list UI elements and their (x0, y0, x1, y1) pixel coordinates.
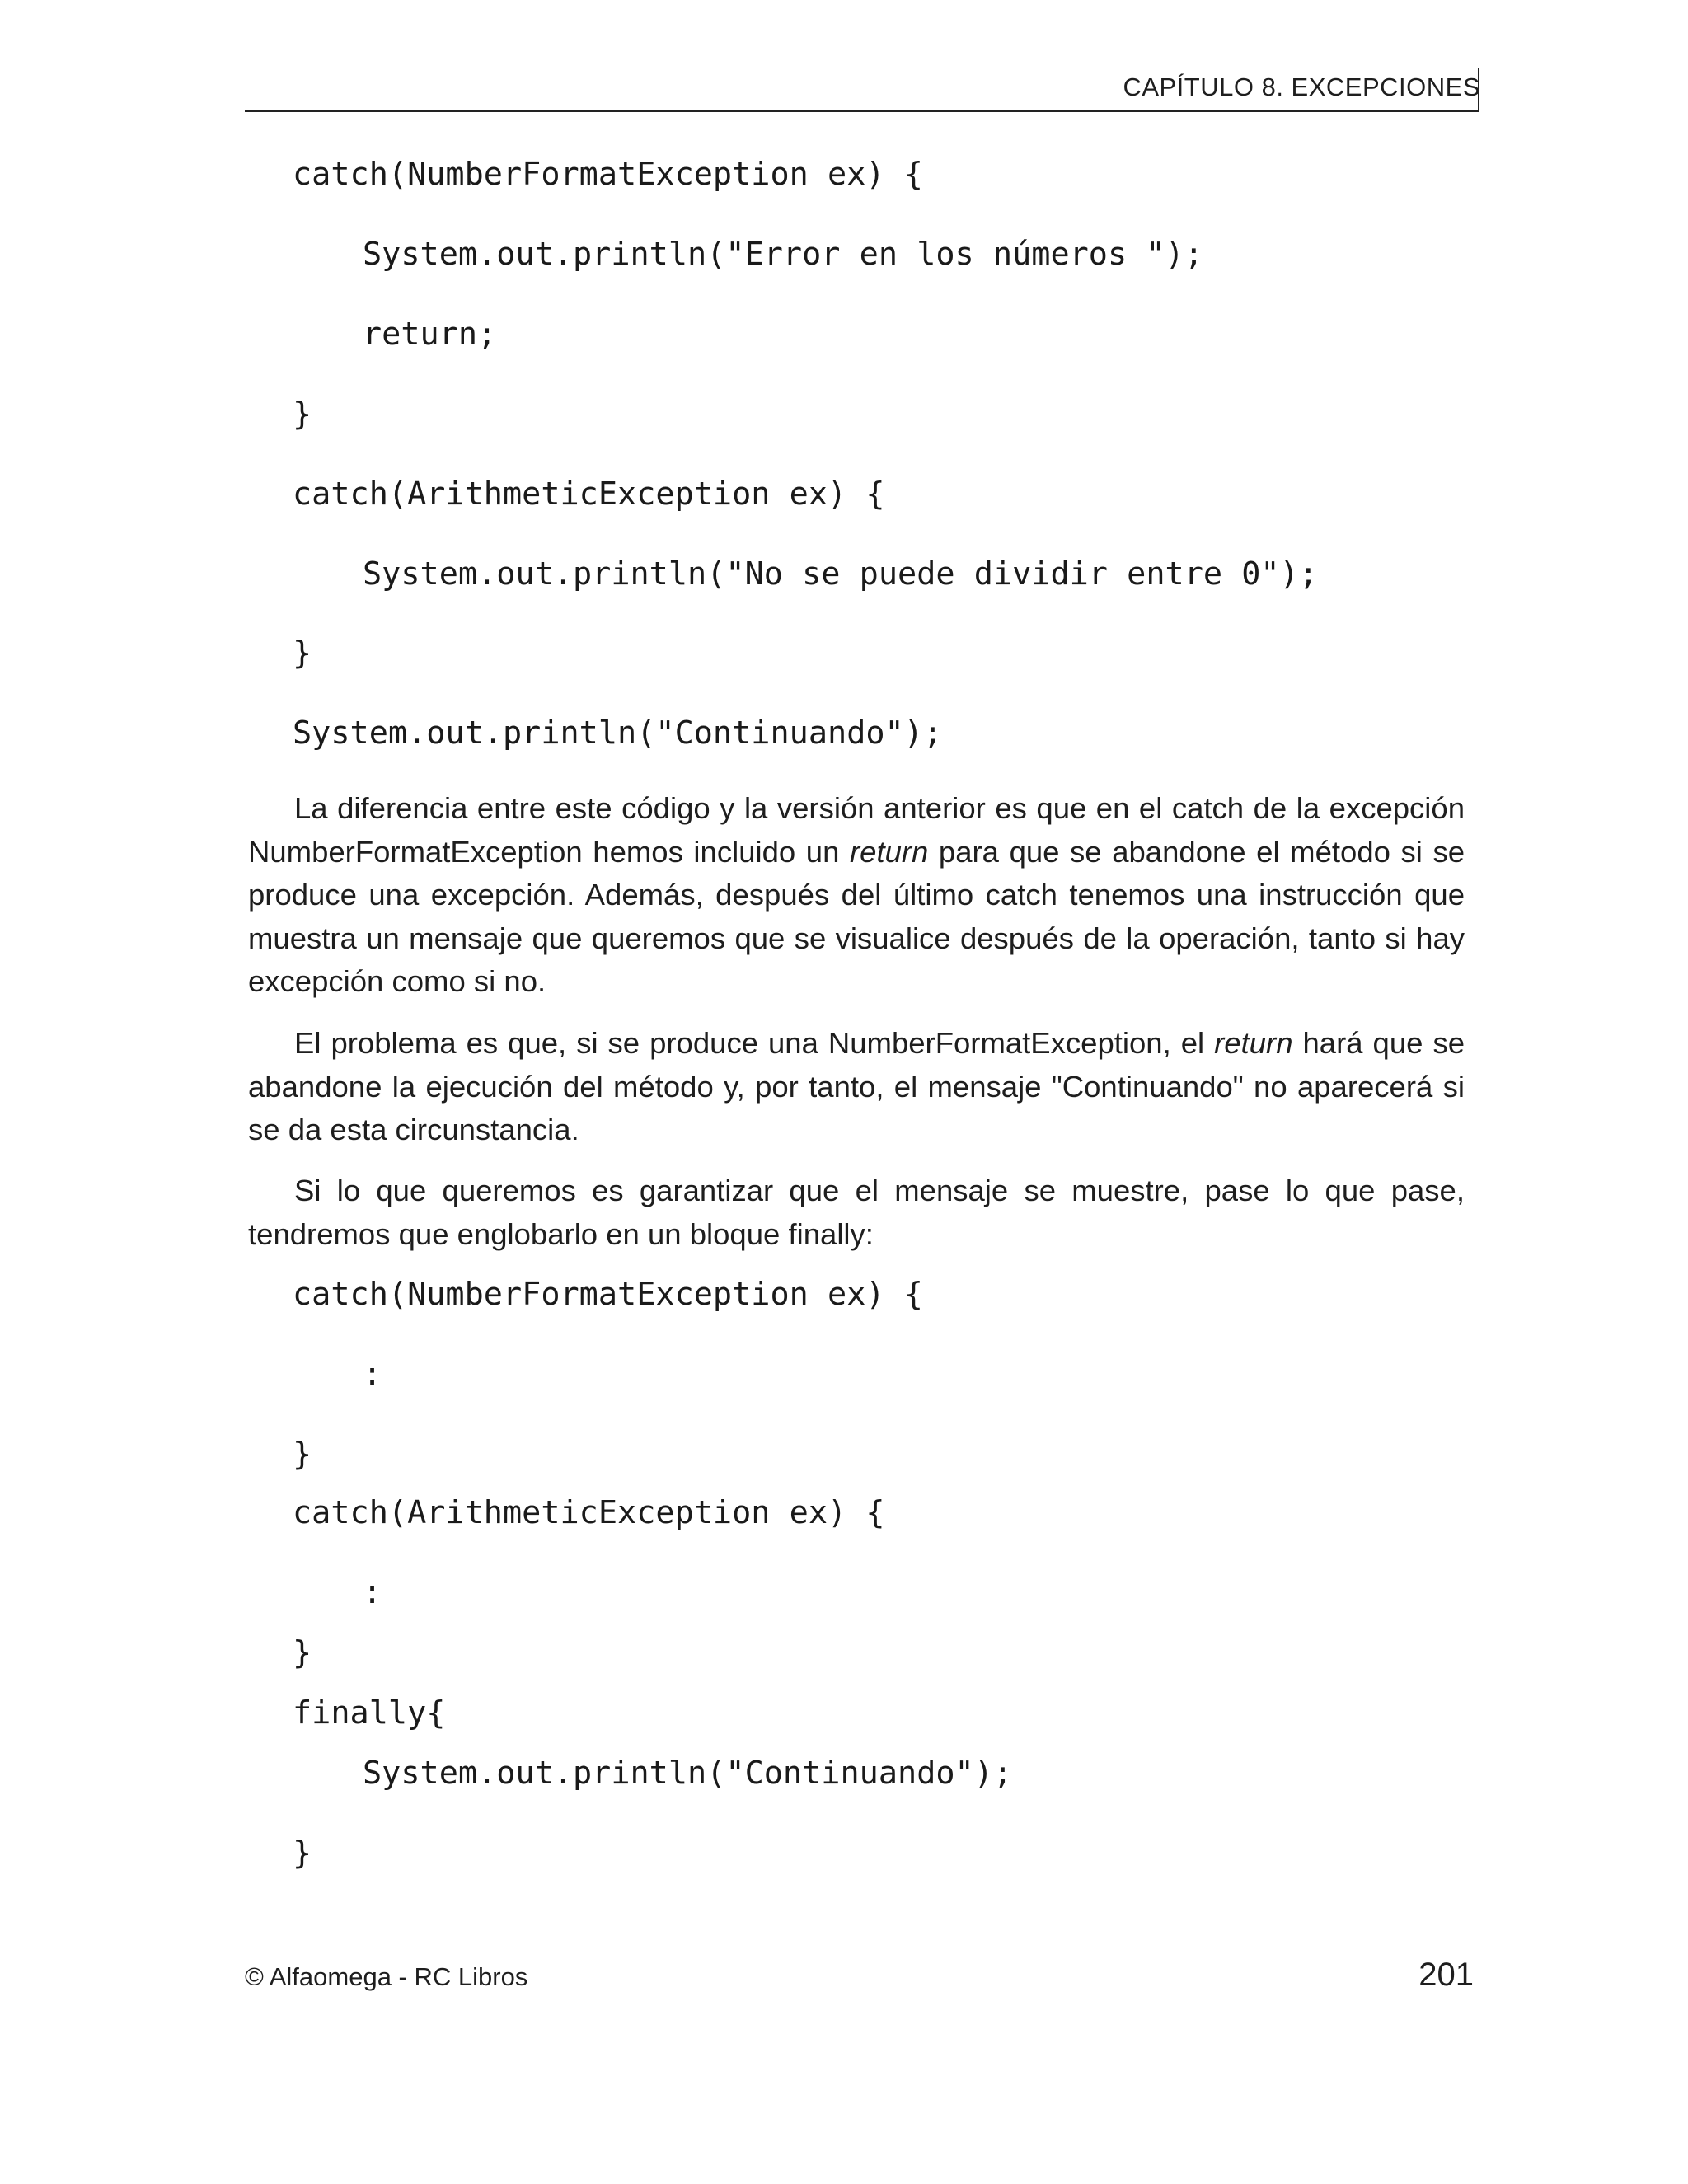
code-line: catch(NumberFormatException ex) { (293, 1276, 923, 1313)
code-line: } (293, 635, 312, 672)
code-line: : (363, 1356, 382, 1393)
body-paragraph: El problema es que, si se produce una NumberFormatException, el return hará que se abandone la ejecución del método y, por tanto, el mensaje "Continuando" no aparecerá si se da esta circunstancia. (248, 1026, 1465, 1146)
body-paragraph: Si lo que queremos es garantizar que el mensaje se muestre, pase lo que pase, tendremos que englobarlo en un bloque finally: (248, 1174, 1465, 1251)
code-line: System.out.println("Error en los números "); (363, 236, 1203, 273)
code-line: System.out.println("No se puede dividir entre 0"); (363, 555, 1318, 593)
header-corner-mark (1478, 68, 1479, 112)
emphasis-return: return (1214, 1026, 1293, 1060)
code-line: catch(ArithmeticException ex) { (293, 1494, 885, 1531)
emphasis-return: return (849, 834, 929, 869)
copyright-footer: © Alfaomega - RC Libros (245, 1962, 528, 1991)
page-number: 201 (1418, 1957, 1474, 1993)
header-rule (245, 110, 1479, 112)
code-line: catch(NumberFormatException ex) { (293, 156, 923, 193)
code-line: } (293, 1634, 312, 1671)
code-line: } (293, 1436, 312, 1473)
code-line: System.out.println("Continuando"); (293, 715, 943, 752)
code-line: return; (363, 316, 497, 353)
code-line: } (293, 1835, 312, 1872)
body-paragraph: La diferencia entre este código y la versión anterior es que en el catch de la excepción NumberFormatException hemos incluido un return para que se abandone el método si se produce una excepción. Además, después del último catch tenemos una instrucción que muestra un mensaje que queremos que se visualice después de la operación, tanto si hay excepción como si no. (248, 791, 1465, 998)
code-line: finally{ (293, 1694, 446, 1732)
code-line: } (293, 396, 312, 433)
code-line: System.out.println("Continuando"); (363, 1755, 1013, 1792)
code-line: : (363, 1574, 382, 1611)
chapter-header: CAPÍTULO 8. EXCEPCIONES (1123, 73, 1480, 101)
code-line: catch(ArithmeticException ex) { (293, 476, 885, 513)
